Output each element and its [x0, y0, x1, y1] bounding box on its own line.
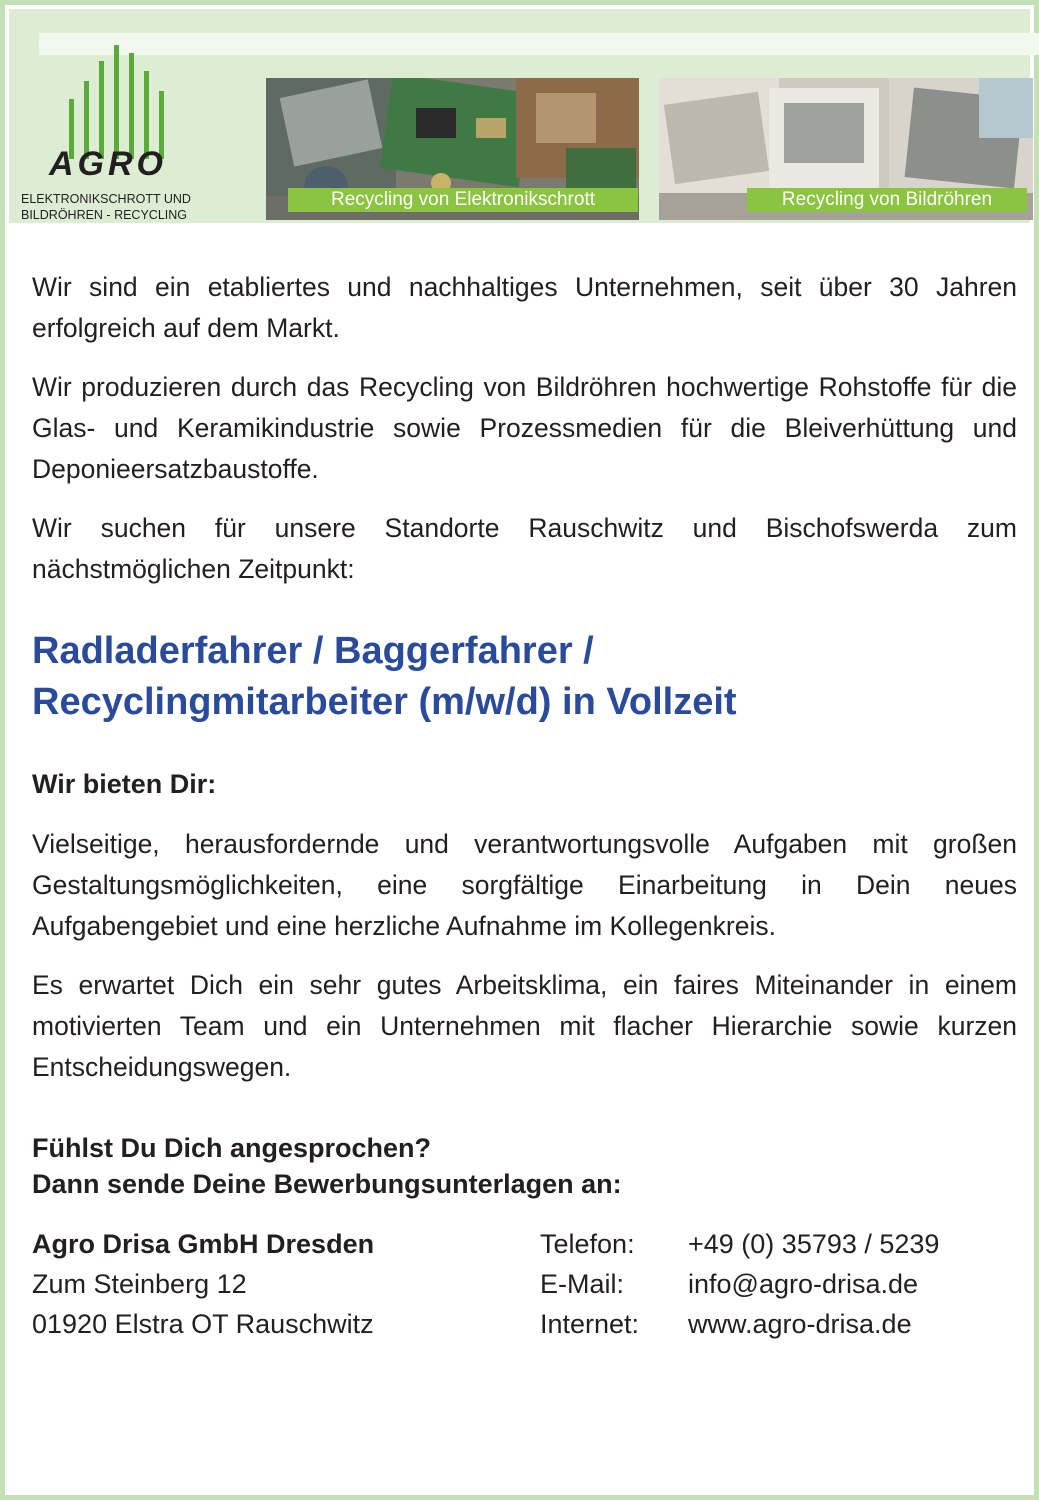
photo-caption-crt: Recycling von Bildröhren [747, 188, 1027, 212]
job-title [32, 626, 1017, 728]
phone-label: Telefon: [540, 1229, 635, 1259]
website-url[interactable]: www.agro-drisa.de [688, 1309, 912, 1339]
email-address[interactable]: info@agro-drisa.de [688, 1269, 919, 1299]
email-label: E-Mail: [540, 1269, 625, 1299]
company-name: Agro Drisa GmbH Dresden [32, 1229, 375, 1259]
phone-number: +49 (0) 35793 / 5239 [688, 1229, 940, 1259]
offer-heading: Wir bieten Dir: [32, 769, 217, 799]
intro-paragraph-1: Wir sind ein etabliertes und nachhaltiges Unternehmen, seit über 30 Jahren erfolgreich auf dem Markt. [32, 272, 1017, 343]
photo-electronics-scrap [266, 78, 639, 220]
ad-body [32, 267, 1017, 1344]
apply-call-to-action [32, 1130, 1017, 1202]
offer-paragraph-2: Es erwartet Dich ein sehr gutes Arbeitsklima, ein faires Miteinander in einem motivierten Team und ein Unternehmen mit flacher Hierarchie sowie kurzen Entscheidungswegen. [32, 970, 1017, 1082]
intro-paragraph-2: Wir produzieren durch das Recycling von Bildröhren hochwertige Rohstoffe für die Glas- und Keramikindustrie sowie Prozessmedien für die Bleiverhüttung und Deponieersatzbaustoffe. [32, 372, 1017, 484]
apply-line2: Dann sende Deine Bewerbungsunterlagen an: [32, 1169, 622, 1199]
company-logo [21, 41, 246, 223]
logo-subtitle [21, 191, 236, 223]
street-address: Zum Steinberg 12 [32, 1269, 247, 1299]
logo-wordmark: AGRO [49, 145, 167, 183]
photo-caption-electronics: Recycling von Elektronikschrott [288, 188, 638, 212]
photo-crt-tubes [659, 78, 1033, 220]
logo-subtitle-line1: ELEKTRONIKSCHROTT UND [21, 192, 191, 206]
city-address: 01920 Elstra OT Rauschwitz [32, 1309, 374, 1339]
intro-paragraph-3: Wir suchen für unsere Standorte Rauschwitz und Bischofswerda zum nächstmöglichen Zeitpunkt: [32, 513, 1017, 584]
header-band [9, 9, 1030, 223]
contact-labels [540, 1224, 688, 1344]
job-title-line1: Radladerfahrer / Baggerfahrer / [32, 630, 594, 672]
postal-address [32, 1224, 540, 1344]
job-title-line2: Recyclingmitarbeiter (m/w/d) in Vollzeit [32, 681, 737, 723]
contact-block [32, 1224, 1017, 1344]
logo-subtitle-line2: BILDRÖHREN - RECYCLING [21, 208, 187, 222]
web-label: Internet: [540, 1309, 640, 1339]
logo-bars-icon [21, 41, 221, 161]
apply-line1: Fühlst Du Dich angesprochen? [32, 1133, 432, 1163]
offer-paragraph-1: Vielseitige, herausfordernde und verantwortungsvolle Aufgaben mit großen Gestaltungsmöglichkeiten, eine sorgfältige Einarbeitung in Dein neues Aufgabengebiet und eine herzliche Aufnahme im Kollegenkreis. [32, 829, 1017, 941]
contact-values [688, 1224, 1017, 1344]
